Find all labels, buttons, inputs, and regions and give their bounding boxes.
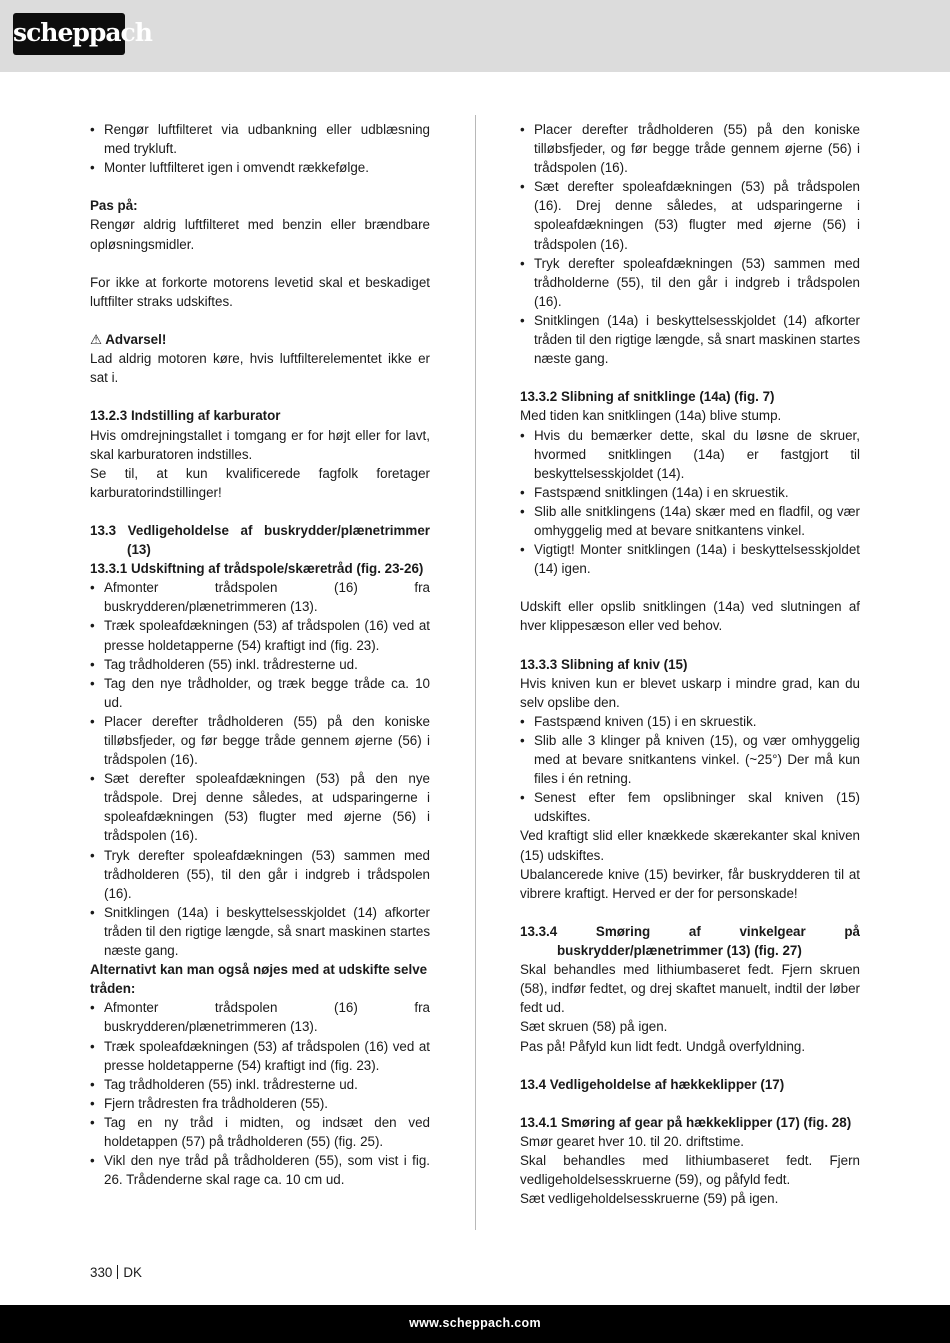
paragraph: Sæt vedligeholdelsesskruerne (59) på igen. bbox=[520, 1191, 779, 1207]
paragraph: Ubalancerede knive (15) bevirker, får buskrydderen til at vibrere kraftigt. Herved er der for personskade! bbox=[520, 866, 860, 901]
knife-sharpening-steps bbox=[520, 712, 860, 827]
page-number: 330 bbox=[90, 1265, 113, 1280]
language-code: DK bbox=[123, 1265, 142, 1280]
page-separator bbox=[117, 1265, 118, 1279]
list-item: • Placer derefter trådholderen (55) på den koniske tilløbsfjeder, og før begge tråde gennem øjerne (56) i trådspolen (16). bbox=[90, 712, 430, 769]
header-band bbox=[0, 0, 950, 72]
blade-sharpening-steps bbox=[520, 426, 860, 579]
list-item: • Fastspænd kniven (15) i en skruestik. bbox=[520, 712, 860, 731]
list-item: • Afmonter trådspolen (16) fra buskrydderen/plænetrimmeren (13). bbox=[90, 998, 430, 1036]
paragraph: Ved kraftigt slid eller knækkede skærekanter skal kniven (15) udskiftes. bbox=[520, 828, 860, 863]
list-item: • Tag en ny tråd i midten, og indsæt den ved holdetappen (57) på trådholderen (55) (fig. 25). bbox=[90, 1113, 430, 1151]
list-item: • Monter luftfilteret igen i omvendt rækkefølge. bbox=[90, 158, 430, 177]
section-heading-13-2-3: 13.2.3 Indstilling af karburator bbox=[90, 408, 281, 424]
section-heading-13-3-1: 13.3.1 Udskiftning af trådspole/skæretråd (fig. 23-26) bbox=[90, 561, 424, 577]
warning-text: Lad aldrig motoren køre, hvis luftfilterelementet ikke er sat i. bbox=[90, 351, 430, 386]
section-heading-13-4: 13.4 Vedligeholdelse af hækkeklipper (17) bbox=[520, 1076, 785, 1092]
paragraph: Hvis omdrejningstallet i tomgang er for højt eller for lavt, skal karburatoren indstilles. bbox=[90, 427, 430, 462]
paragraph: Skal behandles med lithiumbaseret fedt. Fjern vedligeholdelsesskruerne (59), og påfyld fedt. bbox=[520, 1153, 860, 1188]
list-item: • Slib alle snitklingens (14a) skær med en fladfil, og vær omhyggelig med at bevare snitkantens vinkel. bbox=[520, 502, 860, 540]
section-heading-13-3-4: 13.3.4 Smøring af vinkelgear på buskrydder/plænetrimmer (13) (fig. 27) bbox=[520, 923, 860, 959]
paragraph: Hvis kniven kun er blevet uskarp i mindre grad, kan du selv opslibe den. bbox=[520, 675, 860, 710]
section-heading-13-3: 13.3 Vedligeholdelse af buskrydder/plænetrimmer (13) bbox=[90, 522, 430, 558]
list-item: • Tag trådholderen (55) inkl. trådresterne ud. bbox=[90, 655, 430, 674]
section-heading-13-3-3: 13.3.3 Slibning af kniv (15) bbox=[520, 656, 688, 672]
list-item: • Rengør luftfilteret via udbankning eller udblæsning med trykluft. bbox=[90, 120, 430, 158]
list-item: • Tryk derefter spoleafdækningen (53) sammen med trådholderne (55), til den går i indgreb i trådspolen (16). bbox=[520, 254, 860, 311]
caution-text: Rengør aldrig luftfilteret med benzin eller brændbare opløsningsmidler. bbox=[90, 217, 430, 252]
list-item: • Sæt derefter spoleafdækningen (53) på trådspolen (16). Drej denne således, at udsparingerne i spoleafdækningen (53) flugter med øjerne (56) i trådspolen (16). bbox=[520, 177, 860, 253]
paragraph: Pas på! Påfyld kun lidt fedt. Undgå overfyldning. bbox=[520, 1038, 806, 1054]
paragraph: Udskift eller opslib snitklingen (14a) ved slutningen af hver klippesæson eller ved behov. bbox=[520, 599, 860, 634]
section-heading-13-3-2: 13.3.2 Slibning af snitklinge (14a) (fig. 7) bbox=[520, 389, 775, 405]
paragraph: Med tiden kan snitklingen (14a) blive stump. bbox=[520, 408, 782, 424]
air-filter-steps bbox=[90, 120, 430, 177]
list-item: • Sæt derefter spoleafdækningen (53) på den nye trådspole. Drej denne således, at udsparingerne i spoleafdækningen (53) flugter med øjerne (56) i trådspolen (16). bbox=[90, 769, 430, 845]
list-item: • Slib alle 3 klinger på kniven (15), og vær omhyggelig med at bevare snitkantens vinkel. (~25°) Der må kun files i én retning. bbox=[520, 731, 860, 788]
list-item: • Vigtigt! Monter snitklingen (14a) i beskyttelsesskjoldet (14) igen. bbox=[520, 540, 860, 578]
warning-icon: ⚠ bbox=[90, 332, 103, 348]
list-item: • Træk spoleafdækningen (53) af trådspolen (16) ved at presse holdetapperne (54) kraftigt ind (fig. 23). bbox=[90, 616, 430, 654]
list-item: • Snitklingen (14a) i beskyttelsesskjoldet (14) afkorter tråden til den rigtige længde, så snart maskinen startes næste gang. bbox=[520, 311, 860, 368]
alternative-title: Alternativt kan man også nøjes med at udskifte selve tråden: bbox=[90, 962, 428, 997]
scheppach-logo: scheppach bbox=[13, 13, 125, 55]
list-item: • Vikl den nye tråd på trådholderen (55), som vist i fig. 26. Trådenderne skal rage ca. 10 cm ud. bbox=[90, 1151, 430, 1189]
thread-replacement-steps bbox=[90, 998, 430, 1189]
paragraph: Skal behandles med lithiumbaseret fedt. Fjern skruen (58), indfør fedtet, og drej skaftet manuelt, indtil der løber fedt ud. bbox=[520, 962, 860, 1016]
list-item: • Fjern trådresten fra trådholderen (55). bbox=[90, 1094, 430, 1113]
warning-heading bbox=[90, 330, 430, 349]
page-number-label bbox=[90, 1265, 142, 1280]
right-column bbox=[520, 120, 860, 1208]
list-item: • Tag trådholderen (55) inkl. trådresterne ud. bbox=[90, 1075, 430, 1094]
spool-replacement-steps bbox=[90, 578, 430, 960]
list-item: • Afmonter trådspolen (16) fra buskrydderen/plænetrimmeren (13). bbox=[90, 578, 430, 616]
section-heading-13-4-1: 13.4.1 Smøring af gear på hækkeklipper (17) (fig. 28) bbox=[520, 1114, 852, 1130]
list-item: • Tag den nye trådholder, og træk begge tråde ca. 10 ud. bbox=[90, 674, 430, 712]
list-item: • Træk spoleafdækningen (53) af trådspolen (16) ved at presse holdetapperne (54) kraftigt ind (fig. 23). bbox=[90, 1037, 430, 1075]
list-item: • Hvis du bemærker dette, skal du løsne de skruer, hvormed snitklingen (14a) er fastgjort til beskyttelsesskjoldet (14). bbox=[520, 426, 860, 483]
caution-title: Pas på: bbox=[90, 198, 138, 214]
list-item: • Fastspænd snitklingen (14a) i en skruestik. bbox=[520, 483, 860, 502]
motor-text: For ikke at forkorte motorens levetid skal et beskadiget luftfilter straks udskiftes. bbox=[90, 274, 430, 309]
list-item: • Placer derefter trådholderen (55) på den koniske tilløbsfjeder, og før begge tråde gennem øjerne (56) i trådspolen (16). bbox=[520, 120, 860, 177]
paragraph: Smør gearet hver 10. til 20. driftstime. bbox=[520, 1133, 744, 1149]
list-item: • Snitklingen (14a) i beskyttelsesskjoldet (14) afkorter tråden til den rigtige længde, så snart maskinen startes næste gang. bbox=[90, 903, 430, 960]
warning-title: Advarsel! bbox=[105, 332, 167, 348]
list-item: • Tryk derefter spoleafdækningen (53) sammen med trådholderen (55), til den går i indgreb i trådspolen (16). bbox=[90, 846, 430, 903]
spool-continued-steps bbox=[520, 120, 860, 368]
left-column bbox=[90, 120, 430, 1189]
list-item: • Senest efter fem opslibninger skal kniven (15) udskiftes. bbox=[520, 788, 860, 826]
footer-band bbox=[0, 1305, 950, 1343]
column-divider bbox=[475, 115, 476, 1230]
paragraph: Se til, at kun kvalificerede fagfolk foretager karburatorindstillinger! bbox=[90, 465, 430, 500]
website-url: www.scheppach.com bbox=[409, 1316, 541, 1330]
paragraph: Sæt skruen (58) på igen. bbox=[520, 1019, 668, 1035]
